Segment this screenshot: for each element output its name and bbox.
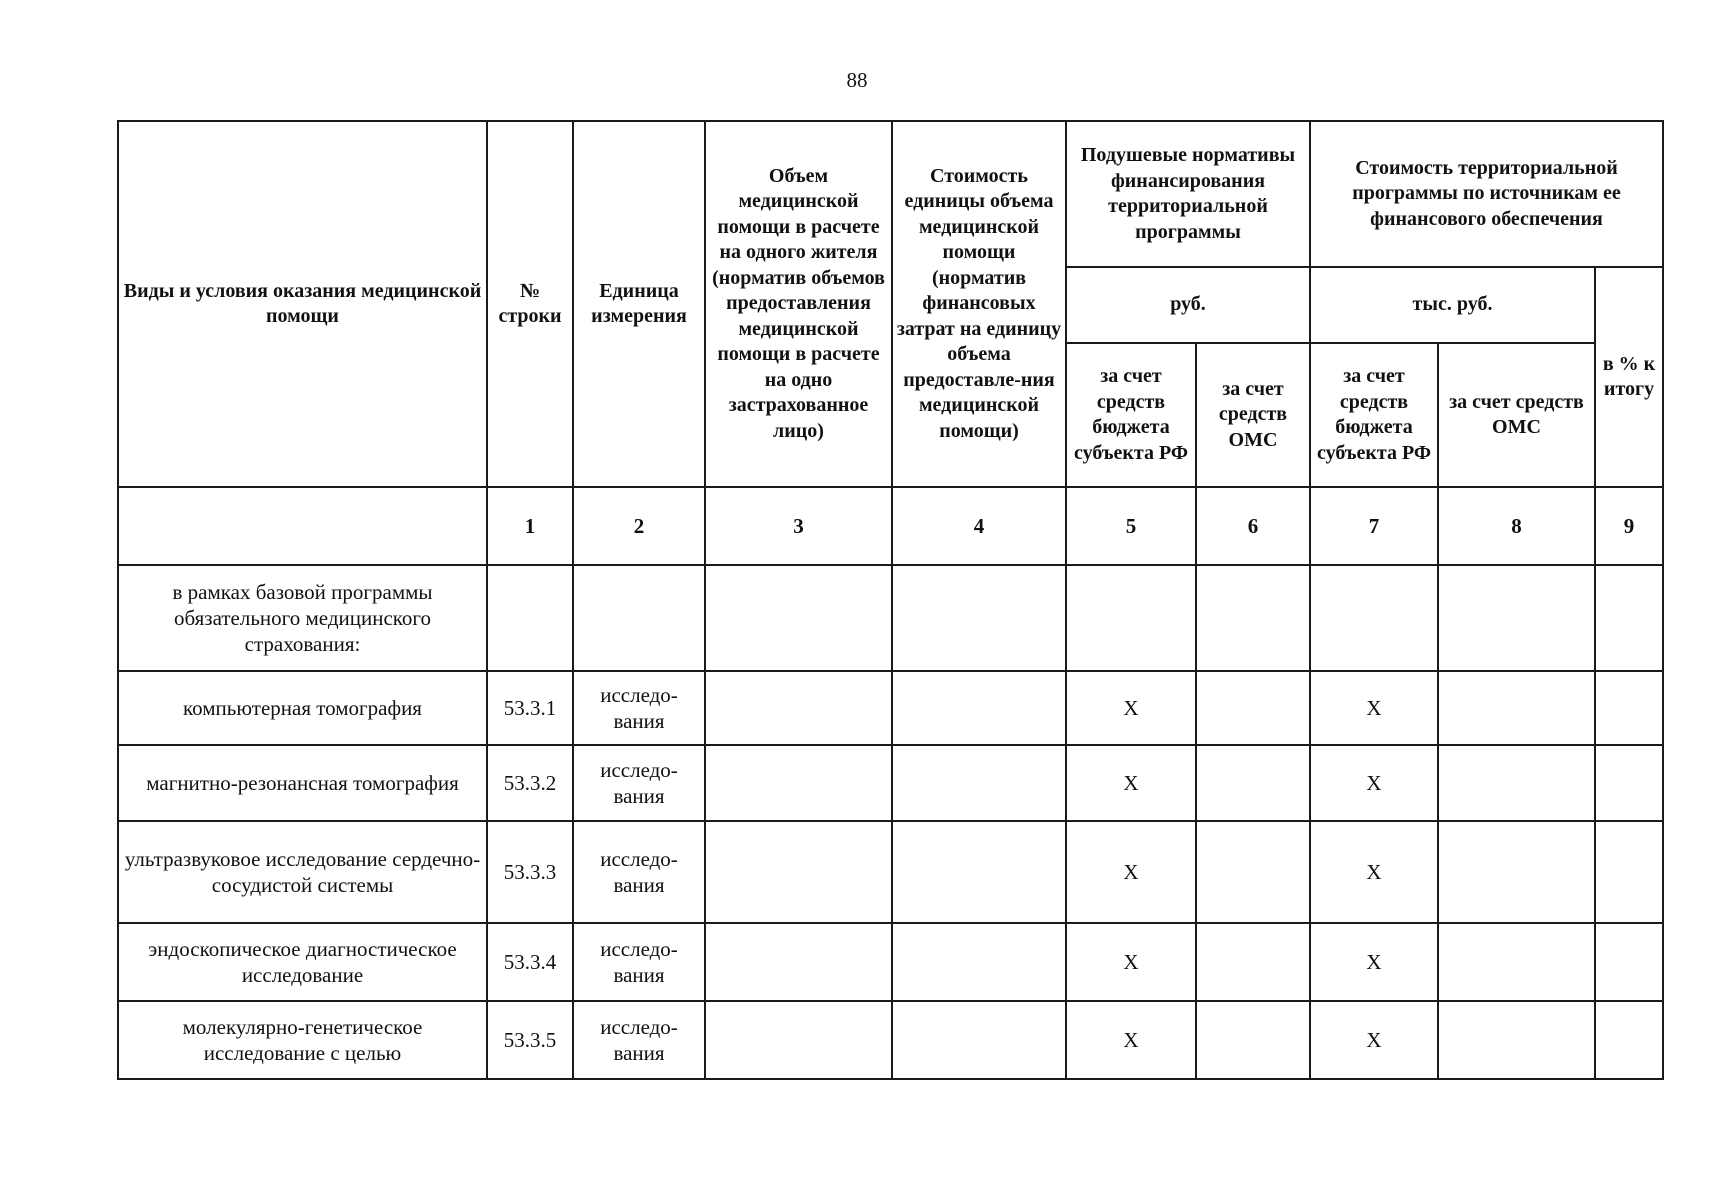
table-row bbox=[118, 923, 1663, 1001]
cell-col5: Х bbox=[1066, 923, 1196, 1001]
table-row bbox=[118, 1001, 1663, 1079]
column-number-row bbox=[118, 487, 1663, 565]
header-unit: Единица измерения bbox=[573, 121, 705, 487]
header-row-no: № строки bbox=[487, 121, 573, 487]
column-number: 6 bbox=[1196, 487, 1310, 565]
table-row bbox=[118, 671, 1663, 745]
row-number: 53.3.2 bbox=[487, 745, 573, 821]
page-number: 88 bbox=[846, 68, 868, 92]
cell-col7: Х bbox=[1310, 671, 1438, 745]
column-number: 8 bbox=[1438, 487, 1595, 565]
row-unit: исследо-вания bbox=[573, 923, 705, 1001]
column-number bbox=[118, 487, 487, 565]
cell-col7: Х bbox=[1310, 821, 1438, 923]
header-volume: Объем медицинской помощи в расчете на одного жителя (норматив объемов предоставления медицинской помощи в расчете на одно застрахованное лицо) bbox=[705, 121, 892, 487]
column-number: 7 bbox=[1310, 487, 1438, 565]
column-number: 3 bbox=[705, 487, 892, 565]
header-per-capita-group: Подушевые нормативы финансирования территориальной программы bbox=[1066, 121, 1310, 267]
cell-col5: Х bbox=[1066, 671, 1196, 745]
row-number: 53.3.4 bbox=[487, 923, 573, 1001]
table-row bbox=[118, 821, 1663, 923]
row-name: магнитно-резонансная томография bbox=[118, 745, 487, 821]
row-number: 53.3.1 bbox=[487, 671, 573, 745]
cell-col5: Х bbox=[1066, 1001, 1196, 1079]
section-title: в рамках базовой программы обязательного медицинского страхования: bbox=[118, 565, 487, 671]
row-name: молекулярно-генетическое исследование с целью bbox=[118, 1001, 487, 1079]
cell-col7: Х bbox=[1310, 1001, 1438, 1079]
header-oms-2: за счет средств ОМС bbox=[1438, 343, 1595, 487]
header-percent-total: в % к итогу bbox=[1595, 267, 1663, 487]
header-budget-rf-1: за счет средств бюджета субъекта РФ bbox=[1066, 343, 1196, 487]
row-unit: исследо-вания bbox=[573, 745, 705, 821]
row-number: 53.3.5 bbox=[487, 1001, 573, 1079]
column-number: 2 bbox=[573, 487, 705, 565]
cell-col7: Х bbox=[1310, 923, 1438, 1001]
cell-col5: Х bbox=[1066, 821, 1196, 923]
header-name: Виды и условия оказания медицинской помощи bbox=[118, 121, 487, 487]
header-oms-1: за счет средств ОМС bbox=[1196, 343, 1310, 487]
row-number: 53.3.3 bbox=[487, 821, 573, 923]
column-number: 1 bbox=[487, 487, 573, 565]
cell-col7: Х bbox=[1310, 745, 1438, 821]
row-name: компьютерная томография bbox=[118, 671, 487, 745]
header-rub: руб. bbox=[1066, 267, 1310, 343]
row-unit: исследо-вания bbox=[573, 671, 705, 745]
row-name: эндоскопическое диагностическое исследование bbox=[118, 923, 487, 1001]
column-number: 4 bbox=[892, 487, 1066, 565]
header-program-cost-group: Стоимость территориальной программы по источникам ее финансового обеспечения bbox=[1310, 121, 1663, 267]
row-unit: исследо-вания bbox=[573, 1001, 705, 1079]
table-row bbox=[118, 745, 1663, 821]
row-name: ультразвуковое исследование сердечно-сосудистой системы bbox=[118, 821, 487, 923]
header-budget-rf-2: за счет средств бюджета субъекта РФ bbox=[1310, 343, 1438, 487]
section-row bbox=[118, 565, 1663, 671]
financing-table bbox=[117, 120, 1664, 1080]
cell-col5: Х bbox=[1066, 745, 1196, 821]
header-cost: Стоимость единицы объема медицинской помощи (норматив финансовых затрат на единицу объема предоставле-ния медицинской помощи) bbox=[892, 121, 1066, 487]
column-number: 9 bbox=[1595, 487, 1663, 565]
header-thousand-rub: тыс. руб. bbox=[1310, 267, 1595, 343]
row-unit: исследо-вания bbox=[573, 821, 705, 923]
column-number: 5 bbox=[1066, 487, 1196, 565]
